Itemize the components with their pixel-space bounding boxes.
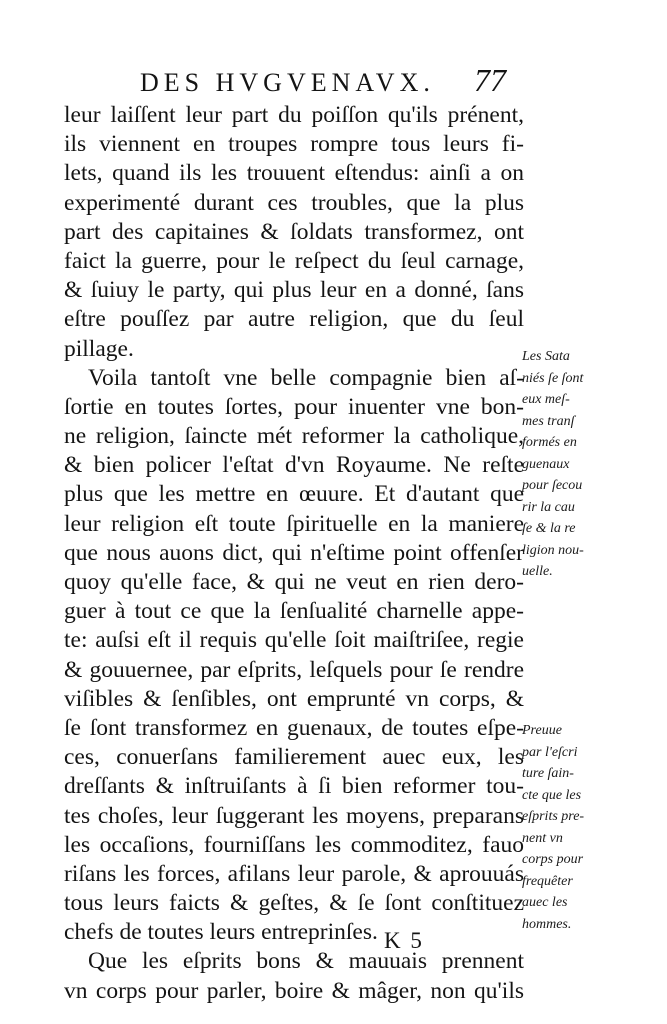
margin-note-line: formés en [522,435,577,450]
running-head-title: DES HVGVENAVX. [140,68,435,97]
text-line: que nous auons dict, qui n'eſtime point offenſer [64,539,524,566]
text-line: riſans les forces, afilans leur parole, & aprouuás [64,860,524,887]
margin-note-line: corps pour [522,852,584,867]
text-line-paragraph-end: chefs de toutes leurs entreprinſes. [64,919,378,946]
margin-note-line: mes tranſ [522,413,575,429]
text-line: & gouuernee, par eſprits, leſquels pour ſe rendre [64,656,524,683]
signature-mark: K 5 [384,928,424,953]
text-line: ne religion, ſaincte mét reformer la catholique, [64,423,524,450]
margin-note-line: ligion nou- [522,542,584,558]
margin-note-line: frequêter [522,873,573,889]
text-line: ces, conuerſans familierement auec eux, les [64,744,524,771]
margin-note-line: Les Sata [522,349,570,364]
main-text-block [64,101,524,1006]
margin-note-line: ſe & la re [522,521,576,536]
text-line: guer à tout ce que la ſenſualité charnelle appe- [64,598,524,625]
text-line: ſortie en toutes ſortes, pour inuenter vne bon- [64,393,524,420]
text-line: quoy qu'elle face, & qui ne veut en rien dero- [64,569,524,595]
text-line: experimenté durant ces troubles, que la plus [64,189,524,216]
margin-note-line: uelle. [522,564,553,579]
text-line: lets, quand ils les trouuent eſtendus: ainſi a on [64,160,524,187]
margin-note-line: niés ſe ſont [522,370,584,386]
text-line: ſe ſont transformez en guenaux, de toutes eſpe- [64,714,524,741]
text-line: leur religion eſt toute ſpirituelle en la maniere [64,510,524,537]
text-line-paragraph-end: pillage. [64,335,134,362]
text-line: & ſuiuy le party, qui plus leur en a donné, ſans [64,277,524,304]
text-line: te: auſsi eſt il requis qu'elle ſoit maiſtriſee, regie [64,627,524,654]
text-line: dreſſants & inſtruiſants à ſi bien reformer tou- [64,773,524,800]
margin-note-satans [522,346,608,583]
text-line: faict la guerre, pour le reſpect du ſeul carnage, [64,247,524,274]
margin-note-line: cte que les [522,787,582,803]
text-line: vn corps pour parler, boire & mâger, non qu'ils [64,977,524,1004]
margin-note-line: par l'eſcri [522,744,578,760]
text-line: eſtre pouſſez par autre religion, que du ſeul [64,306,524,333]
page-number: 77 [474,62,506,98]
margin-note-line: auec les [522,895,568,910]
text-line: tes choſes, leur ſuggerant les moyens, preparans [64,802,524,829]
margin-note-line: Preuue [522,723,562,738]
text-line: & bien policer l'eſtat d'vn Royaume. Ne reſte [64,452,524,479]
text-line: leur laiſſent leur part du poiſſon qu'ils prénent, [64,102,524,128]
margin-note-line: hommes. [522,916,572,932]
text-line: les occaſions, fourniſſans les commoditez, fauo [64,831,524,858]
text-line-paragraph-start: Que les eſprits bons & mauuais prennent [88,948,524,975]
margin-note-line: nent vn [522,830,563,846]
margin-note-preuue [522,720,608,935]
text-line: plus que les mettre en œuure. Et d'autant que [64,481,524,508]
margin-note-line: rir la cau [522,499,575,515]
text-line-paragraph-start: Voila tantoſt vne belle compagnie bien aſ- [88,364,524,391]
margin-note-line: guenaux [522,456,570,472]
text-line: part des capitaines & ſoldats transformez, ont [64,218,524,245]
text-line: viſibles & ſenſibles, ont emprunté vn corps, & [64,685,524,712]
text-line: tous leurs faicts & geſtes, & ſe ſont conſtituez [64,890,524,917]
margin-note-line: ture ſain- [522,766,574,781]
margin-note-line: eux meſ- [522,392,570,407]
margin-note-line: eſprits pre- [522,809,585,824]
text-line: ils viennent en troupes rompre tous leurs fi- [64,131,524,158]
margin-note-line: pour ſecou [522,478,583,493]
